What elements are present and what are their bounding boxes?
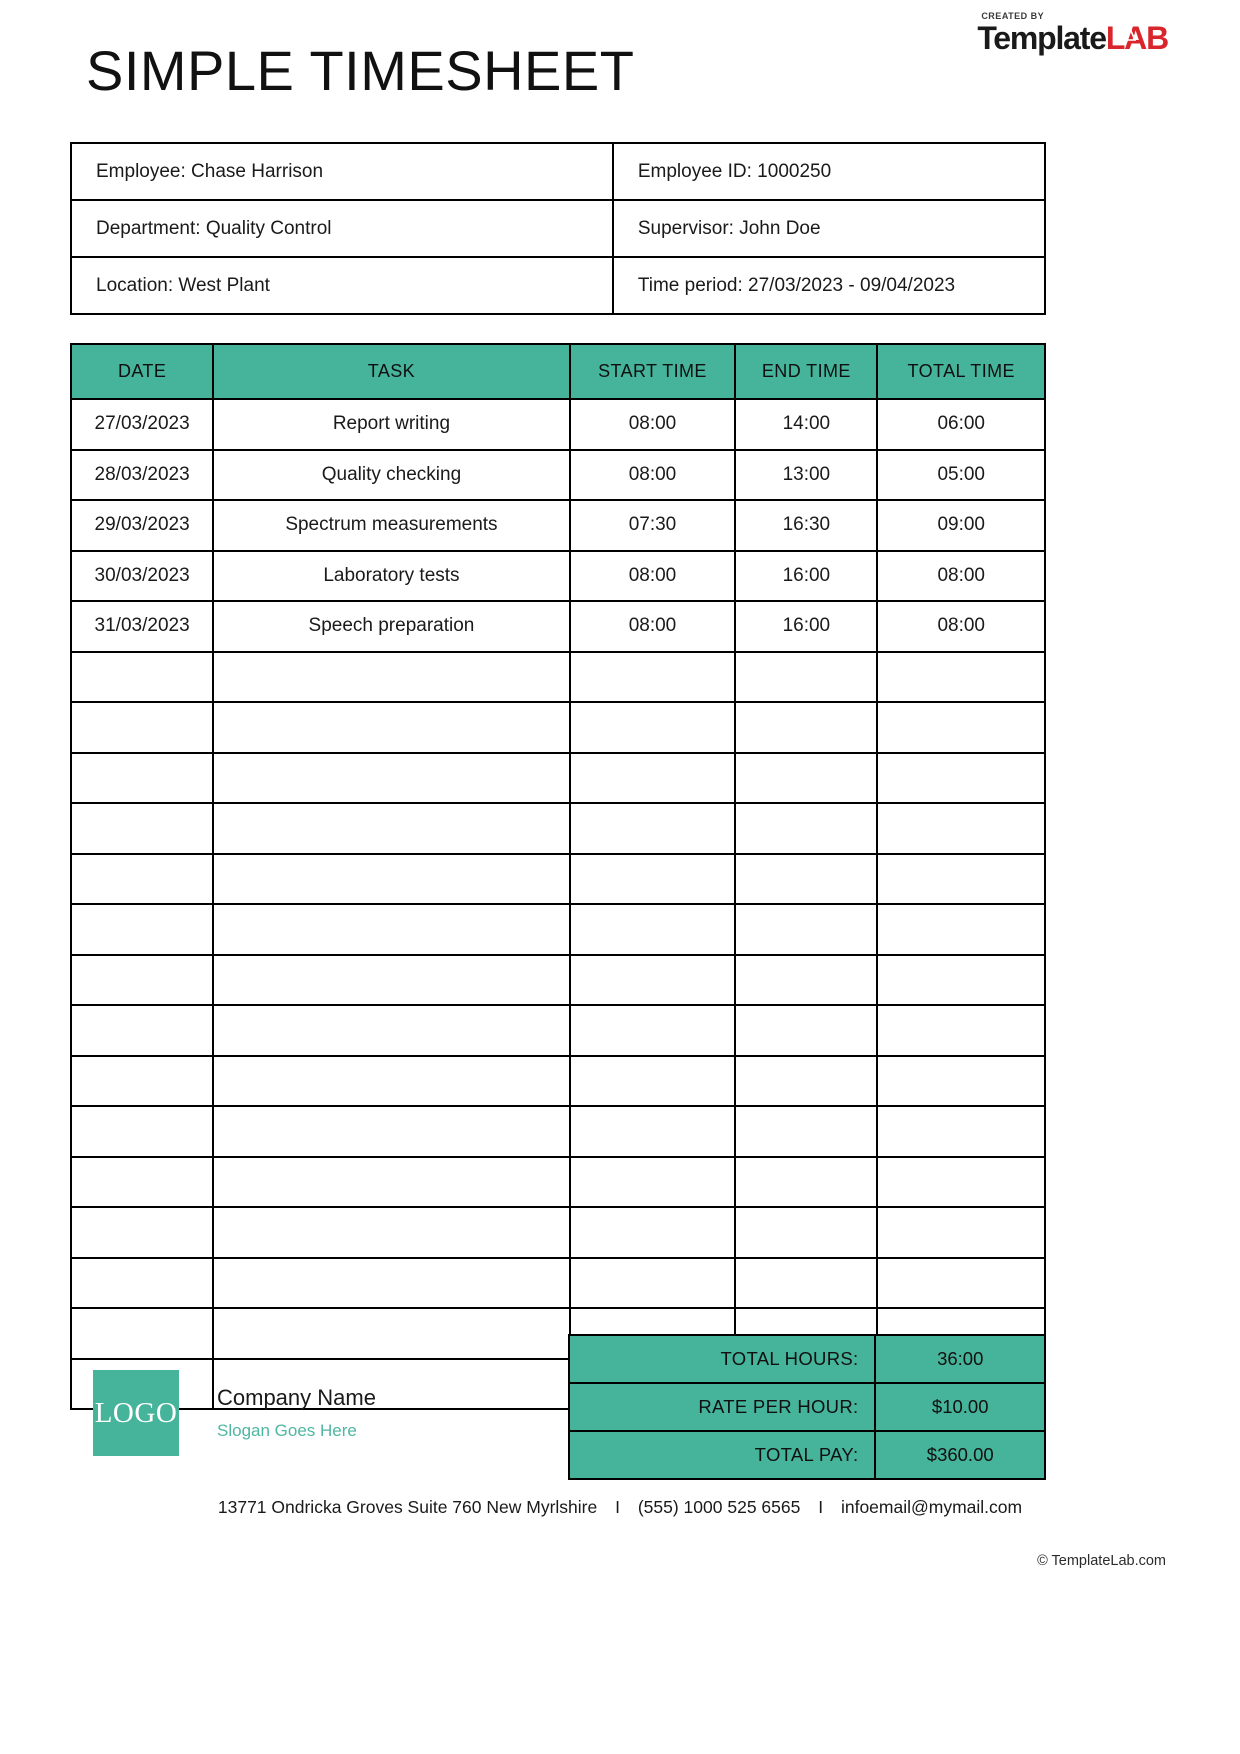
timesheet-body bbox=[71, 399, 1045, 1409]
footer-contact-line bbox=[0, 1497, 1240, 1518]
cell-date-empty[interactable] bbox=[71, 803, 213, 854]
table-row bbox=[71, 601, 1045, 652]
header-end-time: END TIME bbox=[735, 344, 877, 399]
cell-date[interactable]: 27/03/2023 bbox=[71, 399, 213, 450]
footer-address: 13771 Ondricka Groves Suite 760 New Myrlshire bbox=[217, 1497, 598, 1517]
cell-date-empty[interactable] bbox=[71, 1056, 213, 1107]
cell-total-time[interactable]: 08:00 bbox=[877, 601, 1045, 652]
location-cell[interactable]: Location: West Plant bbox=[71, 257, 613, 314]
cell-date-empty[interactable] bbox=[71, 904, 213, 955]
cell-start-time-empty[interactable] bbox=[570, 1157, 736, 1208]
company-logo-placeholder bbox=[93, 1370, 179, 1456]
cell-total-time-empty[interactable] bbox=[877, 803, 1045, 854]
header-task: TASK bbox=[213, 344, 569, 399]
cell-task-empty[interactable] bbox=[213, 1157, 569, 1208]
cell-task[interactable]: Report writing bbox=[213, 399, 569, 450]
cell-start-time-empty[interactable] bbox=[570, 803, 736, 854]
cell-end-time-empty[interactable] bbox=[735, 904, 877, 955]
footer-email: infoemail@mymail.com bbox=[840, 1497, 1023, 1517]
timesheet-table bbox=[70, 343, 1046, 1410]
brand-template-text: Template bbox=[977, 20, 1106, 56]
cell-total-time-empty[interactable] bbox=[877, 1258, 1045, 1309]
table-row bbox=[71, 399, 1045, 450]
company-slogan: Slogan Goes Here bbox=[217, 1421, 357, 1441]
cell-end-time-empty[interactable] bbox=[735, 854, 877, 905]
cell-total-time[interactable]: 08:00 bbox=[877, 551, 1045, 602]
cell-end-time[interactable]: 16:30 bbox=[735, 500, 877, 551]
cell-date[interactable]: 29/03/2023 bbox=[71, 500, 213, 551]
cell-start-time-empty[interactable] bbox=[570, 955, 736, 1006]
summary-row-total-hours bbox=[569, 1335, 1045, 1383]
footer-separator-2: I bbox=[818, 1497, 824, 1517]
company-block bbox=[93, 1370, 376, 1456]
table-row-empty bbox=[71, 854, 1045, 905]
cell-task-empty[interactable] bbox=[213, 904, 569, 955]
timesheet-header-row bbox=[71, 344, 1045, 399]
info-row-employee bbox=[71, 143, 1045, 200]
cell-total-time-empty[interactable] bbox=[877, 702, 1045, 753]
info-row-location bbox=[71, 257, 1045, 314]
time-period-cell[interactable]: Time period: 27/03/2023 - 09/04/2023 bbox=[613, 257, 1045, 314]
cell-start-time[interactable]: 08:00 bbox=[570, 450, 736, 501]
copyright-text: © TemplateLab.com bbox=[1037, 1553, 1166, 1569]
supervisor-cell[interactable]: Supervisor: John Doe bbox=[613, 200, 1045, 257]
table-row-empty bbox=[71, 1258, 1045, 1309]
cell-end-time-empty[interactable] bbox=[735, 1258, 877, 1309]
table-row-empty bbox=[71, 1106, 1045, 1157]
cell-date-empty[interactable] bbox=[71, 1207, 213, 1258]
flask-icon bbox=[1123, 25, 1136, 42]
cell-total-time-empty[interactable] bbox=[877, 1005, 1045, 1056]
cell-end-time-empty[interactable] bbox=[735, 955, 877, 1006]
cell-end-time-empty[interactable] bbox=[735, 753, 877, 804]
cell-total-time-empty[interactable] bbox=[877, 904, 1045, 955]
cell-task-empty[interactable] bbox=[213, 1207, 569, 1258]
cell-task-empty[interactable] bbox=[213, 1308, 569, 1359]
cell-task-empty[interactable] bbox=[213, 854, 569, 905]
cell-task[interactable]: Laboratory tests bbox=[213, 551, 569, 602]
total-pay-value[interactable]: $360.00 bbox=[875, 1431, 1045, 1479]
cell-start-time-empty[interactable] bbox=[570, 904, 736, 955]
table-row bbox=[71, 450, 1045, 501]
table-row-empty bbox=[71, 1207, 1045, 1258]
cell-date-empty[interactable] bbox=[71, 955, 213, 1006]
cell-start-time-empty[interactable] bbox=[570, 652, 736, 703]
cell-end-time-empty[interactable] bbox=[735, 652, 877, 703]
table-row-empty bbox=[71, 904, 1045, 955]
table-row-empty bbox=[71, 652, 1045, 703]
table-row-empty bbox=[71, 753, 1045, 804]
cell-start-time-empty[interactable] bbox=[570, 1106, 736, 1157]
cell-task[interactable]: Speech preparation bbox=[213, 601, 569, 652]
cell-date-empty[interactable] bbox=[71, 702, 213, 753]
summary-table bbox=[568, 1334, 1046, 1480]
company-meta bbox=[217, 1382, 376, 1444]
cell-date[interactable]: 28/03/2023 bbox=[71, 450, 213, 501]
rate-per-hour-value[interactable]: $10.00 bbox=[875, 1383, 1045, 1431]
cell-end-time-empty[interactable] bbox=[735, 1005, 877, 1056]
cell-task-empty[interactable] bbox=[213, 1005, 569, 1056]
cell-date-empty[interactable] bbox=[71, 854, 213, 905]
summary-row-total-pay bbox=[569, 1431, 1045, 1479]
table-row bbox=[71, 500, 1045, 551]
cell-total-time[interactable]: 06:00 bbox=[877, 399, 1045, 450]
created-by-label: CREATED BY bbox=[981, 11, 1045, 21]
cell-end-time-empty[interactable] bbox=[735, 702, 877, 753]
table-row-empty bbox=[71, 1056, 1045, 1107]
cell-total-time-empty[interactable] bbox=[877, 955, 1045, 1006]
cell-date[interactable]: 31/03/2023 bbox=[71, 601, 213, 652]
cell-task-empty[interactable] bbox=[213, 753, 569, 804]
cell-start-time-empty[interactable] bbox=[570, 1005, 736, 1056]
cell-end-time-empty[interactable] bbox=[735, 1056, 877, 1107]
cell-date[interactable]: 30/03/2023 bbox=[71, 551, 213, 602]
department-cell[interactable]: Department: Quality Control bbox=[71, 200, 613, 257]
cell-end-time-empty[interactable] bbox=[735, 803, 877, 854]
brand-lab-text bbox=[1106, 20, 1168, 56]
brand-lab-label: LAB bbox=[1105, 20, 1168, 56]
cell-total-time[interactable]: 09:00 bbox=[877, 500, 1045, 551]
cell-total-time[interactable]: 05:00 bbox=[877, 450, 1045, 501]
cell-start-time-empty[interactable] bbox=[570, 1207, 736, 1258]
cell-end-time[interactable]: 14:00 bbox=[735, 399, 877, 450]
cell-end-time-empty[interactable] bbox=[735, 1207, 877, 1258]
cell-task-empty[interactable] bbox=[213, 702, 569, 753]
cell-task-empty[interactable] bbox=[213, 1258, 569, 1309]
employee-name-cell[interactable]: Employee: Chase Harrison bbox=[71, 143, 613, 200]
cell-total-time-empty[interactable] bbox=[877, 1157, 1045, 1208]
footer-phone: (555) 1000 525 6565 bbox=[637, 1497, 801, 1517]
employee-id-cell[interactable]: Employee ID: 1000250 bbox=[613, 143, 1045, 200]
cell-date-empty[interactable] bbox=[71, 652, 213, 703]
employee-info-table bbox=[70, 142, 1046, 315]
logo-text: LOGO bbox=[94, 1396, 178, 1429]
cell-date-empty[interactable] bbox=[71, 1308, 213, 1359]
cell-task-empty[interactable] bbox=[213, 1056, 569, 1107]
table-row-empty bbox=[71, 702, 1045, 753]
header-start-time: START TIME bbox=[570, 344, 736, 399]
table-row-empty bbox=[71, 955, 1045, 1006]
cell-start-time[interactable]: 08:00 bbox=[570, 601, 736, 652]
rate-per-hour-label: RATE PER HOUR: bbox=[569, 1383, 875, 1431]
table-row-empty bbox=[71, 1157, 1045, 1208]
cell-total-time-empty[interactable] bbox=[877, 854, 1045, 905]
cell-start-time[interactable]: 08:00 bbox=[570, 399, 736, 450]
cell-date-empty[interactable] bbox=[71, 1106, 213, 1157]
cell-total-time-empty[interactable] bbox=[877, 652, 1045, 703]
cell-end-time[interactable]: 16:00 bbox=[735, 601, 877, 652]
cell-total-time-empty[interactable] bbox=[877, 1106, 1045, 1157]
cell-end-time-empty[interactable] bbox=[735, 1157, 877, 1208]
cell-task-empty[interactable] bbox=[213, 955, 569, 1006]
cell-total-time-empty[interactable] bbox=[877, 1056, 1045, 1107]
cell-task[interactable]: Spectrum measurements bbox=[213, 500, 569, 551]
cell-start-time-empty[interactable] bbox=[570, 702, 736, 753]
header-date: DATE bbox=[71, 344, 213, 399]
cell-end-time[interactable]: 16:00 bbox=[735, 551, 877, 602]
cell-start-time-empty[interactable] bbox=[570, 854, 736, 905]
total-hours-label: TOTAL HOURS: bbox=[569, 1335, 875, 1383]
cell-start-time-empty[interactable] bbox=[570, 1258, 736, 1309]
page-title: SIMPLE TIMESHEET bbox=[86, 39, 635, 102]
cell-task-empty[interactable] bbox=[213, 1106, 569, 1157]
cell-total-time-empty[interactable] bbox=[877, 1207, 1045, 1258]
cell-date-empty[interactable] bbox=[71, 753, 213, 804]
cell-end-time[interactable]: 13:00 bbox=[735, 450, 877, 501]
cell-start-time[interactable]: 08:00 bbox=[570, 551, 736, 602]
brand-wordmark bbox=[977, 22, 1168, 54]
footer-separator-1: I bbox=[615, 1497, 620, 1517]
cell-task-empty[interactable] bbox=[213, 652, 569, 703]
cell-end-time-empty[interactable] bbox=[735, 1106, 877, 1157]
cell-date-empty[interactable] bbox=[71, 1157, 213, 1208]
cell-start-time-empty[interactable] bbox=[570, 753, 736, 804]
cell-date-empty[interactable] bbox=[71, 1005, 213, 1056]
table-row-empty bbox=[71, 803, 1045, 854]
table-row-empty bbox=[71, 1005, 1045, 1056]
total-pay-label: TOTAL PAY: bbox=[569, 1431, 875, 1479]
cell-task-empty[interactable] bbox=[213, 803, 569, 854]
cell-date-empty[interactable] bbox=[71, 1258, 213, 1309]
header-total-time: TOTAL TIME bbox=[877, 344, 1045, 399]
total-hours-value[interactable]: 36:00 bbox=[875, 1335, 1045, 1383]
cell-task[interactable]: Quality checking bbox=[213, 450, 569, 501]
summary-row-rate-per-hour bbox=[569, 1383, 1045, 1431]
cell-total-time-empty[interactable] bbox=[877, 753, 1045, 804]
table-row bbox=[71, 551, 1045, 602]
company-name: Company Name bbox=[217, 1385, 376, 1411]
cell-start-time-empty[interactable] bbox=[570, 1056, 736, 1107]
info-row-department bbox=[71, 200, 1045, 257]
cell-start-time[interactable]: 07:30 bbox=[570, 500, 736, 551]
templatelab-logo bbox=[977, 12, 1168, 54]
